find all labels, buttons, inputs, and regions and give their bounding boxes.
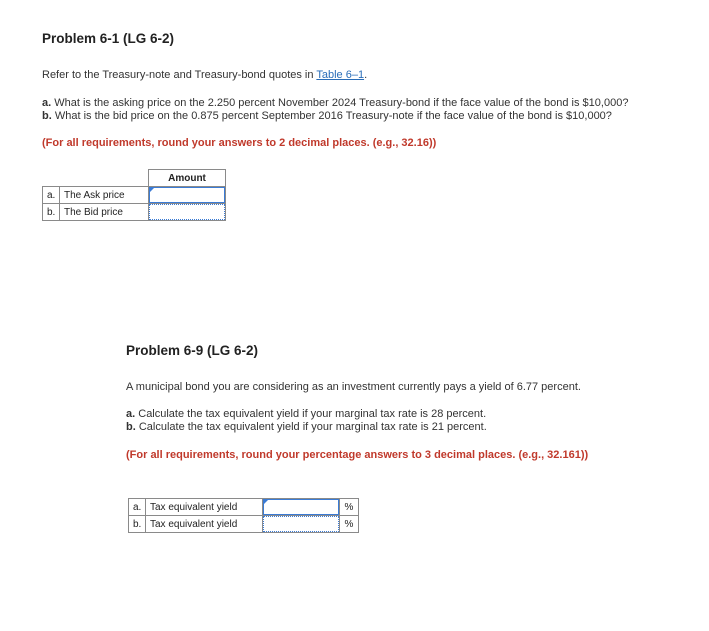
- tax-equivalent-yield-a-input[interactable]: [263, 499, 339, 515]
- problem-1-answer-table: [42, 169, 226, 221]
- question-b-label: b.: [42, 110, 52, 122]
- tax-equivalent-yield-b-input[interactable]: [263, 516, 339, 532]
- flag-icon: [149, 187, 155, 193]
- row-letter: b.: [129, 516, 146, 533]
- problem-9-question-b: [126, 421, 487, 433]
- question-b-text: What is the bid price on the 0.875 percent September 2016 Treasury-note if the face value of the bond is $10,000?: [51, 110, 612, 122]
- problem-1-question-a: [42, 97, 628, 109]
- intro-text: Refer to the Treasury-note and Treasury-bond quotes in: [42, 69, 317, 81]
- row-letter: a.: [129, 499, 146, 516]
- question-a-label: a.: [42, 97, 52, 109]
- problem-1-requirement: (For all requirements, round your answers to 2 decimal places. (e.g., 32.16)): [42, 137, 437, 149]
- row-label: The Ask price: [60, 187, 149, 204]
- problem-9-requirement: (For all requirements, round your percentage answers to 3 decimal places. (e.g., 32.161)): [126, 449, 589, 461]
- problem-1-title: Problem 6-1 (LG 6-2): [42, 31, 175, 46]
- table-row: [129, 499, 359, 516]
- bid-price-input[interactable]: [149, 204, 225, 220]
- table-row: [129, 516, 359, 533]
- row-label: Tax equivalent yield: [146, 499, 263, 516]
- question-b-text: Calculate the tax equivalent yield if your marginal tax rate is 21 percent.: [135, 421, 487, 433]
- flag-icon: [263, 499, 269, 505]
- ask-price-input[interactable]: [149, 187, 225, 203]
- problem-9-intro: A municipal bond you are considering as an investment currently pays a yield of 6.77 percent.: [126, 381, 581, 393]
- percent-unit: %: [340, 516, 359, 533]
- problem-9-title: Problem 6-9 (LG 6-2): [126, 343, 259, 358]
- problem-9-question-a: [126, 408, 486, 420]
- percent-unit: %: [340, 499, 359, 516]
- row-label: The Bid price: [60, 204, 149, 221]
- question-b-label: b.: [126, 421, 136, 433]
- question-a-text: What is the asking price on the 2.250 percent November 2024 Treasury-bond if the face value of the bond is $10,000?: [51, 97, 629, 109]
- row-letter: b.: [43, 204, 60, 221]
- amount-column-header: Amount: [149, 170, 226, 187]
- intro-suffix: .: [364, 69, 368, 81]
- problem-9-answer-table: [128, 498, 359, 533]
- problem-1-question-b: [42, 110, 612, 122]
- question-a-label: a.: [126, 408, 136, 420]
- row-label: Tax equivalent yield: [146, 516, 263, 533]
- table-row: [43, 204, 226, 221]
- table-row: [43, 187, 226, 204]
- question-a-text: Calculate the tax equivalent yield if your marginal tax rate is 28 percent.: [135, 408, 487, 420]
- table-6-1-link[interactable]: Table 6–1: [316, 69, 365, 81]
- problem-1-intro: [42, 69, 367, 81]
- row-letter: a.: [43, 187, 60, 204]
